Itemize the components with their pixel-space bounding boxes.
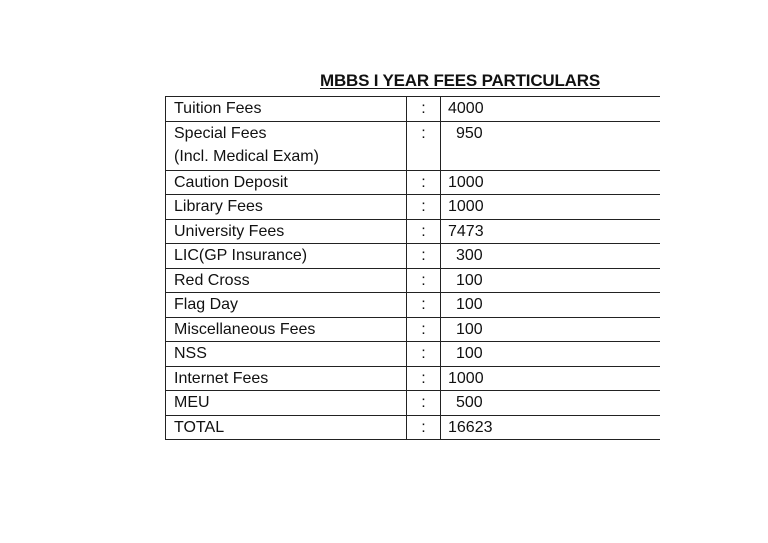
total-label: TOTAL bbox=[166, 415, 407, 440]
fee-amount: 950 bbox=[441, 121, 660, 170]
fee-label: Library Fees bbox=[166, 195, 407, 220]
table-row bbox=[166, 244, 660, 269]
table-row bbox=[166, 195, 660, 220]
fee-label: MEU bbox=[166, 391, 407, 416]
fee-label: Tuition Fees bbox=[166, 97, 407, 122]
fee-amount: 1000 bbox=[441, 195, 660, 220]
separator: : bbox=[407, 97, 441, 122]
table-row bbox=[166, 317, 660, 342]
separator: : bbox=[407, 342, 441, 367]
fee-label: University Fees bbox=[166, 219, 407, 244]
table-row bbox=[166, 366, 660, 391]
fee-amount: 1000 bbox=[441, 170, 660, 195]
fees-table bbox=[165, 96, 660, 440]
table-row bbox=[166, 342, 660, 367]
table-row bbox=[166, 170, 660, 195]
table-row bbox=[166, 268, 660, 293]
separator: : bbox=[407, 121, 441, 170]
fee-label: Miscellaneous Fees bbox=[166, 317, 407, 342]
separator: : bbox=[407, 293, 441, 318]
table-row bbox=[166, 391, 660, 416]
table-row bbox=[166, 97, 660, 122]
fee-label: Internet Fees bbox=[166, 366, 407, 391]
table-row bbox=[166, 293, 660, 318]
fee-amount: 500 bbox=[441, 391, 660, 416]
separator: : bbox=[407, 170, 441, 195]
separator: : bbox=[407, 219, 441, 244]
fee-amount: 7473 bbox=[441, 219, 660, 244]
fee-label: Caution Deposit bbox=[166, 170, 407, 195]
separator: : bbox=[407, 244, 441, 269]
fee-label: Flag Day bbox=[166, 293, 407, 318]
table-row bbox=[166, 121, 660, 170]
fee-amount: 100 bbox=[441, 342, 660, 367]
separator: : bbox=[407, 317, 441, 342]
separator: : bbox=[407, 391, 441, 416]
fee-label-line2: (Incl. Medical Exam) bbox=[174, 147, 319, 165]
total-amount: 16623 bbox=[441, 415, 660, 440]
fee-label: Red Cross bbox=[166, 268, 407, 293]
separator: : bbox=[407, 268, 441, 293]
separator: : bbox=[407, 366, 441, 391]
table-row-total bbox=[166, 415, 660, 440]
fee-amount: 100 bbox=[441, 293, 660, 318]
separator: : bbox=[407, 415, 441, 440]
fee-amount: 4000 bbox=[441, 97, 660, 122]
fee-amount: 1000 bbox=[441, 366, 660, 391]
fee-label: LIC(GP Insurance) bbox=[166, 244, 407, 269]
fee-label: NSS bbox=[166, 342, 407, 367]
fee-label bbox=[166, 121, 407, 170]
fee-amount: 300 bbox=[441, 244, 660, 269]
fee-amount: 100 bbox=[441, 317, 660, 342]
separator: : bbox=[407, 195, 441, 220]
table-row bbox=[166, 219, 660, 244]
document-title: MBBS I YEAR FEES PARTICULARS bbox=[320, 71, 600, 90]
fee-label-line1: Special Fees bbox=[174, 124, 267, 142]
fee-amount: 100 bbox=[441, 268, 660, 293]
